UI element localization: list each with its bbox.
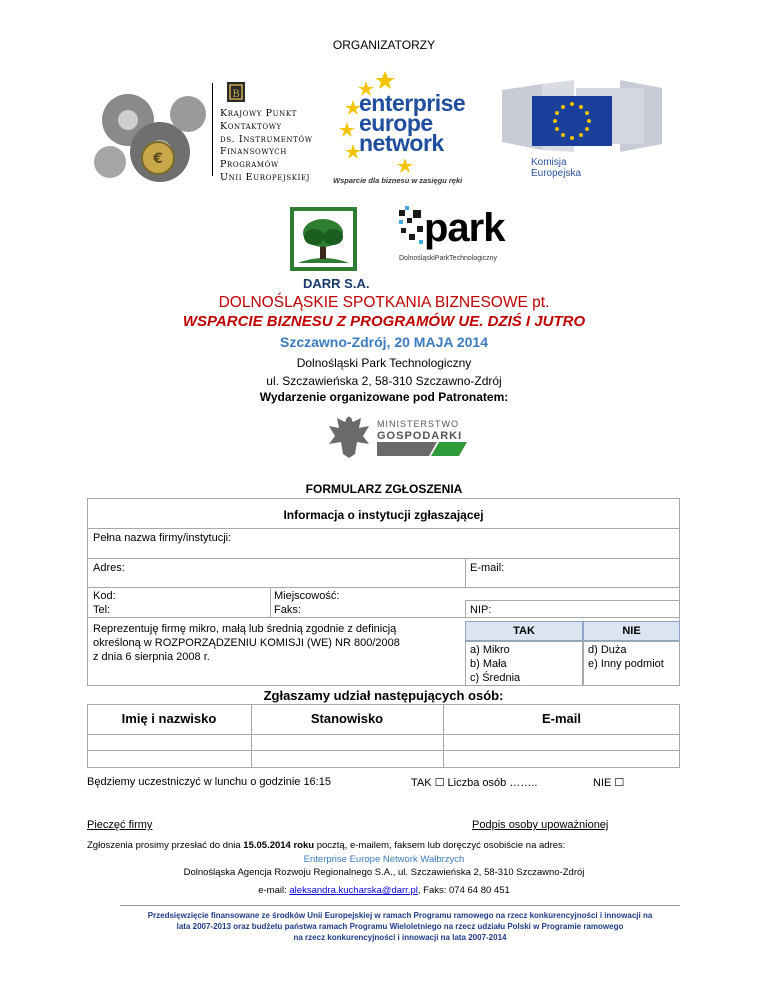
park-subtitle: DolnośląskiParkTechnologiczny	[399, 255, 498, 262]
patronage-text: Wydarzenie organizowane pod Patronatem:	[259, 390, 509, 404]
city-field[interactable]: Miejscowość:	[274, 590, 340, 602]
participants-title: Zgłaszamy udział następujących osób:	[263, 688, 504, 703]
tak-options[interactable]: a) Mikro b) Mała c) Średnia	[470, 644, 521, 684]
form-title: FORMULARZ ZGŁOSZENIA	[305, 482, 463, 496]
eagle-emblem-icon	[327, 412, 372, 462]
lunch-nie-checkbox[interactable]: NIE ☐	[593, 777, 625, 789]
nie-header: NIE	[583, 621, 680, 641]
gears-logo	[90, 80, 210, 190]
event-line1: DOLNOŚLĄSKIE SPOTKANIA BIZNESOWE pt.	[218, 294, 550, 311]
lunch-tak-checkbox[interactable]: TAK ☐ Liczba osób ……..	[411, 777, 538, 789]
email-link[interactable]: aleksandra.kucharska@darr.pl	[289, 885, 418, 896]
ministry-stripe-icon	[377, 442, 467, 456]
full-name-field[interactable]: Pełna nazwa firmy/instytucji:	[93, 532, 232, 544]
company-stamp-label: Pieczęć firmy	[87, 819, 153, 831]
signature-label: Podpis osoby upoważnionej	[472, 819, 609, 831]
een-tagline: Wsparcie dla biznesu w zasięgu ręki	[333, 176, 463, 185]
park-name: park	[424, 206, 505, 250]
kpk-name: Krajowy Punkt Kontaktowy ds. Instrumentów Finansowych Programów Unii Europejskiej	[220, 108, 313, 183]
sme-declaration: Reprezentuję firmę mikro, małą lub średnią zgodnie z definicją określoną w ROZPORZĄDZENIU KOMISJI (WE) NR 800/2008 z dnia 6 sierpnia 2008 r.	[93, 623, 400, 663]
address-field[interactable]: Adres:	[93, 562, 125, 574]
svg-text:€: €	[153, 151, 163, 167]
event-line3: Szczawno-Zdrój, 20 MAJA 2014	[280, 334, 488, 350]
tel-field[interactable]: Tel:	[93, 604, 111, 616]
darr-label: DARR S.A.	[303, 276, 370, 291]
fax-field[interactable]: Faks:	[274, 604, 301, 616]
submission-org1: Enterprise Europe Network Wałbrzych	[303, 854, 465, 865]
nie-options[interactable]: d) Duża e) Inny podmiot	[588, 644, 664, 670]
col-name-header: Imię i nazwisko	[121, 711, 217, 726]
tak-header: TAK	[465, 621, 583, 641]
lunch-label: Będziemy uczestniczyć w lunchu o godzinie 16:15	[87, 776, 331, 788]
funding-footer: Przedsięwzięcie finansowane ze środków Unii Europejskiej w ramach Programu ramowego na rzecz konkurencyjności i innowacji na lata 2007-2013 oraz budżetu państwa ramach Programu Wieloletniego na rzecz udziału Polski w Programie ramowego na rzecz konkurencyjności i innowacji na lata 2007-2014	[147, 911, 653, 942]
european-commission-logo	[502, 80, 662, 180]
event-line2: WSPARCIE BIZNESU Z PROGRAMÓW UE. DZIŚ I JUTRO	[182, 313, 586, 330]
col-email-header: E-mail	[541, 711, 581, 726]
submission-text: Zgłoszenia prosimy przesłać do dnia 15.05.2014 roku pocztą, e-mailem, faksem lub doręczyć osobiście na adres:	[87, 840, 566, 851]
organizers-header: ORGANIZATORZY	[332, 38, 436, 52]
submission-contact: e-mail: aleksandra.kucharska@darr.pl, Faks: 074 64 80 451	[258, 885, 510, 896]
col-position-header: Stanowisko	[310, 711, 384, 726]
nip-field[interactable]: NIP:	[470, 604, 492, 616]
ke-name: Komisja Europejska	[531, 157, 582, 179]
een-name: enterprise europe network	[359, 90, 466, 156]
submission-org2: Dolnośląska Agencja Rozwoju Regionalnego S.A., ul. Szczawieńska 2, 58-310 Szczawno-Zdrój	[183, 867, 585, 878]
code-field[interactable]: Kod:	[93, 590, 116, 602]
event-venue: Dolnośląski Park Technologiczny ul. Szczawieńska 2, 58-310 Szczawno-Zdrój	[266, 356, 502, 388]
kpk-emblem-icon	[227, 82, 245, 102]
email-field[interactable]: E-mail:	[470, 562, 505, 574]
darr-logo	[290, 207, 357, 277]
svg-text:B: B	[232, 89, 240, 100]
section-title: Informacja o instytucji zgłaszającej	[283, 508, 484, 522]
park-pixels-icon	[397, 206, 427, 254]
ministry-name: MINISTERSTWO GOSPODARKI	[377, 419, 463, 442]
